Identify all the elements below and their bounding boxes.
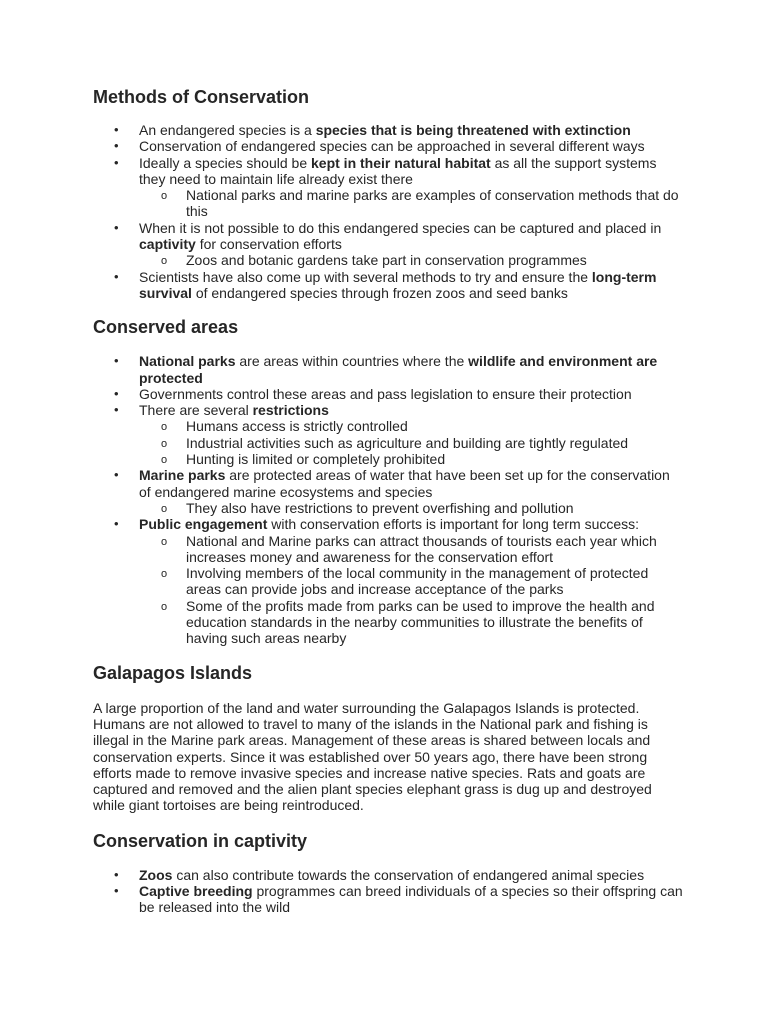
- text: When it is not possible to do this endangered species can be captured and placed in: [139, 219, 662, 236]
- sub-list-item: [139, 500, 683, 516]
- list-item: [93, 467, 683, 516]
- text: Industrial activities such as agriculture and building are tightly regulated: [186, 434, 629, 451]
- text: with conservation efforts is important for long term success:: [267, 516, 640, 533]
- list-item: [93, 386, 683, 402]
- list-item: [93, 402, 683, 467]
- bullet-icon: •: [114, 385, 119, 401]
- sub-list: [139, 252, 683, 268]
- sub-list: [139, 187, 683, 220]
- circle-bullet-icon: o: [161, 502, 168, 515]
- list-methods: [93, 122, 683, 301]
- bullet-icon: •: [114, 138, 119, 154]
- bold-text: captivity: [139, 236, 196, 253]
- document-content: [93, 86, 683, 916]
- text: National parks and marine parks are examples of conservation methods that do this: [186, 187, 679, 220]
- sub-list: [139, 418, 683, 467]
- sub-list: [139, 500, 683, 516]
- heading-galapagos-islands: Galapagos Islands: [93, 662, 253, 683]
- text: Involving members of the local community in the management of protected areas can provide jobs and increase acceptance of the parks: [186, 565, 649, 598]
- text: An endangered species is a: [139, 122, 316, 138]
- list-item: [93, 867, 683, 883]
- circle-bullet-icon: o: [161, 255, 168, 268]
- bold-text: kept in their natural habitat: [311, 154, 491, 171]
- circle-bullet-icon: o: [161, 437, 168, 450]
- bullet-icon: •: [114, 467, 119, 483]
- text: Scientists have also come up with several methods to try and ensure the: [139, 268, 592, 285]
- heading-conserved-areas: Conserved areas: [93, 317, 239, 338]
- bold-text: restrictions: [252, 402, 329, 419]
- bold-text: long-term survival: [139, 268, 657, 301]
- text: Conservation of endangered species can be approached in several different ways: [139, 138, 645, 155]
- bullet-icon: •: [114, 154, 119, 170]
- text: Humans access is strictly controlled: [186, 418, 408, 435]
- bullet-icon: •: [114, 516, 119, 532]
- bullet-icon: •: [114, 882, 119, 898]
- bullet-icon: •: [114, 402, 119, 418]
- circle-bullet-icon: o: [161, 535, 168, 548]
- list-item: [93, 883, 683, 916]
- list-captivity: [93, 867, 683, 916]
- sub-list-item: [139, 252, 683, 268]
- circle-bullet-icon: o: [161, 454, 168, 467]
- text: can also contribute towards the conservation of endangered animal species: [172, 866, 645, 883]
- sub-list-item: [139, 418, 683, 434]
- bold-text: Zoos: [139, 866, 173, 883]
- list-item: [93, 516, 683, 646]
- list-conserved-areas: [93, 353, 683, 646]
- bold-text: Marine parks: [139, 467, 226, 484]
- sub-list-item: [139, 187, 683, 220]
- bold-text: Public engagement: [139, 516, 268, 533]
- text: programmes can breed individuals of a species so their offspring can be released into the wild: [139, 882, 683, 916]
- text: are protected areas of water that have been set up for the conservation of endangered marine ecosystems and species: [139, 467, 670, 500]
- list-item: [93, 155, 683, 220]
- sub-list-item: [139, 451, 683, 467]
- bold-text: Captive breeding: [139, 882, 253, 899]
- sub-list-item: [139, 598, 683, 647]
- bullet-icon: •: [114, 353, 119, 369]
- text: as all the support systems they need to maintain life already exist there: [139, 154, 657, 187]
- heading-methods-of-conservation: Methods of Conservation: [93, 87, 310, 107]
- text: Some of the profits made from parks can be used to improve the health and education standards in the nearby communities to illustrate the benefits of having such areas nearby: [186, 597, 655, 647]
- paragraph-galapagos: A large proportion of the land and water surrounding the Galapagos Islands is protected. Humans are not allowed to travel to many of the islands in the National park and fishing is illegal in the Marine park areas. Management of these areas is shared between locals and conservation experts. Since it was established over 50 years ago, there have been strong efforts made to remove invasive species and increase native species. Rats and goats are captured and removed and the alien plant species elephant grass is dug up and destroyed while giant tortoises are being reintroduced.: [93, 699, 652, 814]
- bullet-icon: •: [114, 268, 119, 284]
- text: are areas within countries where the: [235, 353, 469, 370]
- text: Ideally a species should be: [139, 154, 311, 171]
- text: Governments control these areas and pass legislation to ensure their protection: [139, 385, 632, 402]
- circle-bullet-icon: o: [161, 568, 168, 581]
- bullet-icon: •: [114, 219, 119, 235]
- text: Zoos and botanic gardens take part in conservation programmes: [186, 252, 587, 269]
- text: National and Marine parks can attract thousands of tourists each year which increases money and awareness for the conservation effort: [186, 532, 657, 565]
- list-item: [93, 269, 683, 302]
- sub-list-item: [139, 565, 683, 598]
- bold-text: National parks: [139, 353, 236, 370]
- sub-list-item: [139, 435, 683, 451]
- list-item: [93, 138, 683, 154]
- text: Hunting is limited or completely prohibited: [186, 451, 446, 468]
- text: of endangered species through frozen zoos and seed banks: [191, 284, 568, 301]
- list-item: [93, 122, 683, 138]
- circle-bullet-icon: o: [161, 190, 168, 203]
- bullet-icon: •: [114, 866, 119, 882]
- sub-list: [139, 533, 683, 647]
- bold-text: species that is being threatened with extinction: [315, 122, 631, 138]
- circle-bullet-icon: o: [161, 421, 168, 434]
- text: for conservation efforts: [195, 236, 342, 253]
- list-item: [93, 220, 683, 269]
- bullet-icon: •: [114, 122, 119, 137]
- bold-text: wildlife and environment are protected: [139, 353, 658, 386]
- circle-bullet-icon: o: [161, 600, 168, 613]
- list-item: [93, 353, 683, 386]
- heading-conservation-in-captivity: Conservation in captivity: [93, 830, 308, 851]
- text: They also have restrictions to prevent overfishing and pollution: [186, 499, 574, 516]
- sub-list-item: [139, 533, 683, 566]
- text: There are several: [139, 402, 253, 419]
